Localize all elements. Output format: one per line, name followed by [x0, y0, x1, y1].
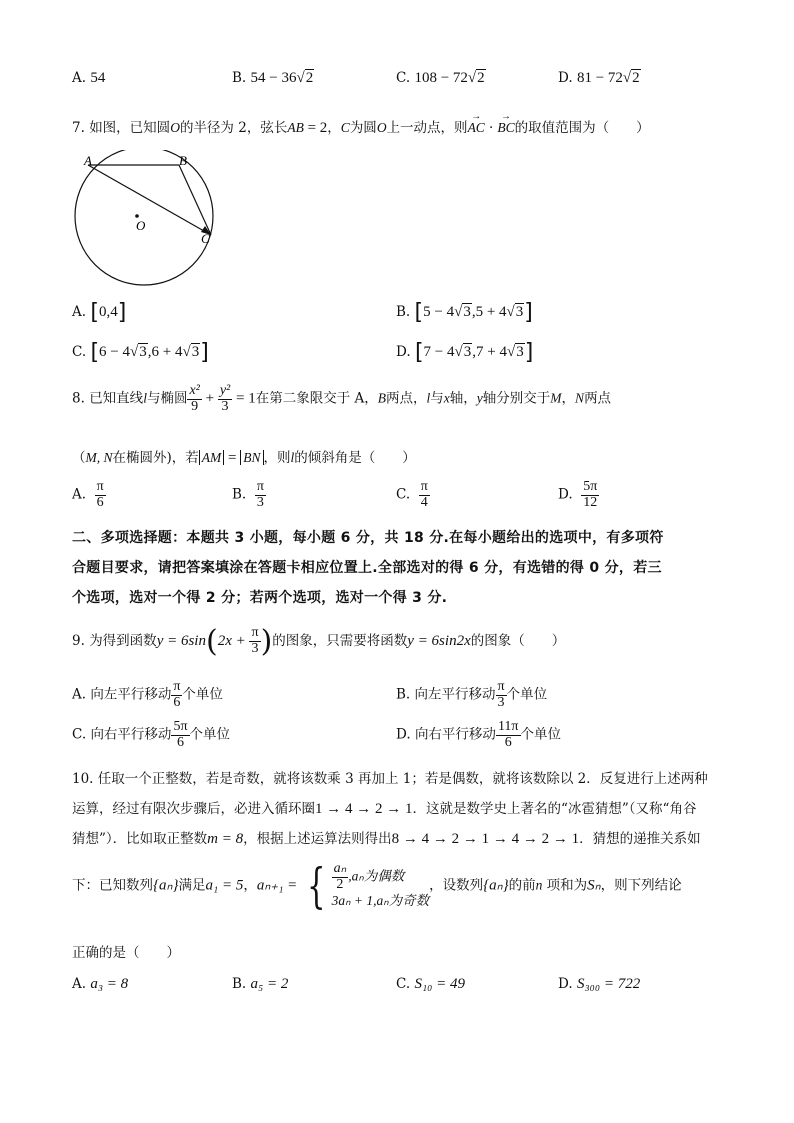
section2-heading-line1: 二、多项选择题：本题共 3 小题，每小题 6 分，共 18 分.在每小题给出的选项中，有多项符 — [72, 530, 664, 546]
q6-option-d: D. 81 − 72√2 — [558, 70, 640, 86]
q10-option-c: C. S₁₀ = 49 — [396, 976, 465, 992]
label-o: O — [136, 218, 146, 233]
section2-heading-line2: 合题目要求，请把答案填涂在答题卡相应位置上.全部选对的得 6 分，有选错的得 0 分，若三 — [72, 560, 662, 576]
label-a: A — [84, 153, 92, 168]
q8-option-c: C. $\frac{\pi}{4}$ — [396, 479, 428, 510]
q9-option-d: D. 向右平行移动 $\frac{11\pi}{6}$ 个单位 — [396, 719, 561, 750]
q7-option-b: B. [5 − 4√3,5 + 4√3] — [396, 300, 533, 325]
q10-line5: 正确的是（ ） — [72, 945, 180, 961]
q10-line4: 下：已知数列{aₙ}满足a₁ = 5，aₙ₊₁ = { $\frac{\text{aₙ}}{2}$ ,aₙ为偶数 3aₙ + 1,aₙ为奇数 ，设数列{aₙ}的前n 项和为Sₙ，则下列结论 — [72, 858, 682, 914]
section2-heading-line3: 个选项，选对一个得 2 分；若两个选项，选对一个得 3 分. — [72, 590, 448, 606]
q7-option-d: D. [7 − 4√3,7 + 4√3] — [396, 340, 534, 365]
q10-option-b: B. a₅ = 2 — [232, 976, 289, 992]
q10-option-d: D. S₃₀₀ = 722 — [558, 976, 641, 992]
q7-option-c: C. [6 − 4√3,6 + 4√3] — [72, 340, 209, 365]
q6-option-a: A. 54 — [72, 70, 106, 86]
q10-option-a: A. a₃ = 8 — [72, 976, 129, 992]
q10-line2: 运算，经过有限次步骤后，必进入循环圈1 → 4 → 2 → 1．这就是数学史上著名的“冰雹猜想”（又称“角谷 — [72, 801, 697, 817]
q10-line1: 10. 任取一个正整数，若是奇数，就将该数乘 3 再加上 1；若是偶数，就将该数除以 2．反复进行上述两种 — [72, 771, 708, 787]
q8-option-d: D. $\frac{5\pi}{12}$ — [558, 479, 598, 510]
q8-stem-line1: 8. 已知直线l与椭圆 $\frac{\text{x²}}{9}$ + $\frac{\text{y²}}{3}$ = 1在第二象限交于 A，B两点，l与x轴，y轴分别交于M，N两点 — [72, 383, 612, 414]
q6-option-c: C. 108 − 72√2 — [396, 70, 485, 86]
q7-stem: 7. 如图，已知圆O的半径为 2，弦长AB = 2，C为圆O上一动点，则→ AC · → BC的取值范围为（ ） — [72, 116, 650, 137]
q9-option-a: A. 向左平行移动 $\frac{\pi}{6}$ 个单位 — [72, 679, 223, 710]
q10-line3: 猜想”）．比如取正整数m = 8，根据上述运算法则得出8 → 4 → 2 → 1 → 4 → 2 → 1．猜想的递推关系如 — [72, 831, 701, 847]
q8-stem-line2: （M, N在椭圆外)，若 AM = BN ，则l的倾斜角是（ ） — [72, 450, 416, 466]
q6-option-b: B. 54 − 36√2 — [232, 70, 314, 86]
q8-option-a: A. $\frac{\pi}{6}$ — [72, 479, 104, 510]
q7-circle-figure — [68, 150, 228, 290]
q8-option-b: B. $\frac{\pi}{3}$ — [232, 479, 264, 510]
label-b: B — [179, 153, 187, 168]
vector-bc — [179, 165, 211, 235]
q7-option-a: A. [0,4] — [72, 300, 127, 325]
label-c: C — [201, 231, 210, 246]
q10-cases: $\frac{\text{aₙ}}{2}$ ,aₙ为偶数 3aₙ + 1,aₙ为奇数 — [331, 861, 430, 908]
vector-ac — [88, 165, 211, 235]
q9-option-b: B. 向左平行移动 $\frac{\pi}{3}$ 个单位 — [396, 679, 548, 710]
q9-option-c: C. 向右平行移动 $\frac{5\pi}{6}$ 个单位 — [72, 719, 231, 750]
q9-stem: 9. 为得到函数y = 6sin(2x + $\frac{\pi}{3}$ )的图象，只需要将函数y = 6sin2x的图象（ ） — [72, 624, 566, 659]
